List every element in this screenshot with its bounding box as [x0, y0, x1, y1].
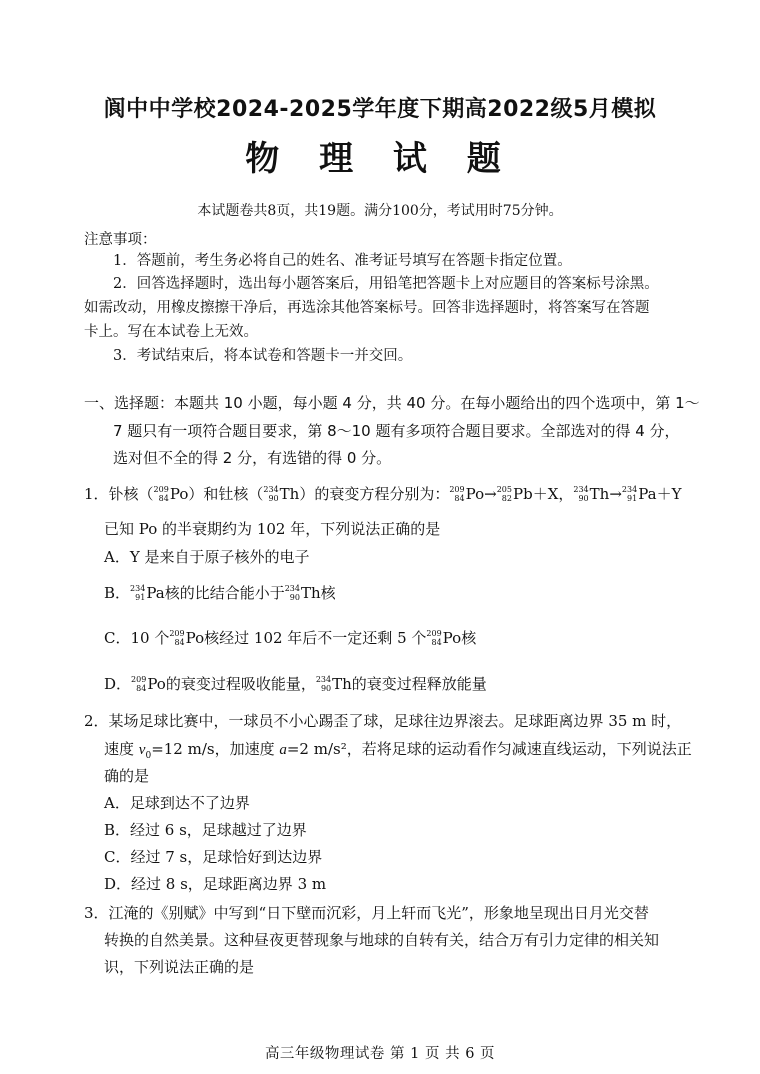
symbol: Th: [279, 485, 300, 503]
q1-stem-line-2: 已知 Po 的半衰期约为 102 年，下列说法正确的是: [104, 520, 441, 538]
nuclide-po: [449, 485, 484, 504]
nuclide-po: [426, 629, 461, 648]
option-label: D．: [104, 675, 132, 693]
symbol: Po: [147, 675, 166, 693]
q3-stem-line-3: 识，下列说法正确的是: [104, 958, 255, 976]
text: =12 m/s，加速度: [151, 740, 280, 758]
mass-number: 234: [621, 485, 638, 494]
symbol: Pb: [512, 485, 533, 503]
mass-number: 209: [131, 675, 147, 684]
section-1-line-3: 选对但不全的得 2 分，有选错的得 0 分。: [113, 449, 392, 467]
mass-number: 205: [496, 485, 512, 494]
mass-number: 209: [169, 629, 185, 638]
notice-item-1: 1．答题前，考生务必将自己的姓名、准考证号填写在答题卡指定位置。: [113, 253, 572, 269]
subscript: 0: [145, 751, 152, 761]
atomic-number: 90: [578, 494, 589, 503]
atomic-number: 91: [135, 593, 146, 602]
option-text: 核的比结合能小于: [164, 584, 285, 602]
arrow: →: [609, 485, 622, 503]
symbol: Pa: [146, 584, 165, 602]
text: 速度: [104, 740, 139, 758]
q1-option-d: [104, 673, 487, 694]
symbol: Th: [300, 584, 321, 602]
option-text: 核经过 102 年后不一定还剩 5 个: [204, 629, 427, 647]
atomic-number: 90: [268, 494, 279, 503]
symbol-a: a: [279, 742, 287, 758]
notice-item-3: 3．考试结束后，将本试卷和答题卡一并交回。: [113, 348, 413, 364]
notice-item-2-line-2: 如需改动，用橡皮擦擦干净后，再选涂其他答案标号。回答非选择题时，将答案写在答题: [84, 300, 650, 316]
symbol: Th: [332, 675, 352, 693]
nuclide-pa: [130, 584, 165, 603]
q1-option-c: [104, 627, 476, 648]
symbol: Po: [465, 485, 485, 503]
mass-number: 234: [263, 485, 279, 494]
nuclide-po: [169, 629, 204, 648]
atomic-number: 84: [431, 638, 442, 647]
symbol: Po: [442, 629, 462, 647]
notice-item-2-line-1: 2．回答选择题时，选出每小题答案后，用铅笔把答题卡上对应题目的答案标号涂黑。: [113, 276, 659, 292]
q1-prefix: 1．钋核（: [84, 485, 154, 503]
mass-number: 234: [130, 584, 146, 593]
atomic-number: 84: [158, 494, 169, 503]
q2-option-b: B．经过 6 s，足球越过了边界: [104, 821, 307, 839]
nuclide-th: [263, 485, 299, 504]
q1-mid2: ）的衰变方程分别为：: [299, 485, 450, 503]
option-text: 的衰变过程释放能量: [351, 675, 487, 693]
q2-stem-line-1: 2．某场足球比赛中，一球员不小心踢歪了球，足球往边界滚去。足球距离边界 35 m 时，: [84, 712, 682, 730]
q2-stem-line-2: [104, 738, 692, 761]
symbol: Pa: [638, 485, 657, 503]
q1-mid1: ）和钍核（: [188, 485, 264, 503]
text: =2 m/s²，若将足球的运动看作匀减速直线运动，下列说法正: [286, 740, 692, 758]
option-text: 核: [461, 629, 477, 647]
nuclide-po: [154, 485, 189, 504]
mass-number: 209: [153, 485, 169, 494]
section-1-line-1: 一、选择题：本题共 10 小题，每小题 4 分，共 40 分。在每小题给出的四个选项中，第 1～: [84, 394, 700, 412]
nuclide-pb: [497, 485, 533, 504]
plus-y: ＋Y: [656, 485, 682, 503]
mass-number: 209: [449, 485, 465, 494]
q2-stem-line-3: 确的是: [104, 767, 150, 785]
school-title: 阆中中学校2024-2025学年度下期高2022级5月模拟: [103, 97, 657, 122]
nuclide-th: [316, 675, 352, 694]
atomic-number: 91: [627, 494, 638, 503]
nuclide-th: [285, 584, 321, 603]
atomic-number: 90: [320, 684, 332, 693]
notice-heading: 注意事项：: [84, 232, 157, 248]
section-1-line-2: 7 题只有一项符合题目要求，第 8～10 题有多项符合题目要求。全部选对的得 4 分，: [113, 422, 680, 440]
exam-meta: 本试题卷共8页，共19题。满分100分，考试用时75分钟。: [197, 203, 563, 219]
option-label: C．10 个: [104, 629, 170, 647]
option-text: 的衰变过程吸收能量，: [165, 675, 316, 693]
atomic-number: 90: [289, 593, 300, 602]
q3-stem-line-2: 转换的自然美景。这种昼夜更替现象与地球的自转有关，结合万有引力定律的相关知: [104, 931, 660, 949]
arrow: →: [484, 485, 497, 503]
q1-stem-line-1: [84, 483, 681, 504]
q2-option-a: A．足球到达不了边界: [104, 794, 250, 812]
symbol: Po: [185, 629, 205, 647]
mass-number: 234: [284, 584, 300, 593]
atomic-number: 84: [136, 684, 147, 693]
mass-number: 234: [315, 675, 332, 684]
symbol-v: v: [138, 742, 146, 758]
mass-number: 209: [426, 629, 442, 638]
atomic-number: 84: [454, 494, 465, 503]
atomic-number: 82: [501, 494, 512, 503]
q2-option-d: D．经过 8 s，足球距离边界 3 m: [104, 875, 327, 893]
symbol: Po: [169, 485, 189, 503]
q3-stem-line-1: 3．江淹的《别赋》中写到“日下壁而沉彩，月上轩而飞光”，形象地呈现出日月光交替: [84, 904, 649, 922]
nuclide-pa: [622, 485, 657, 504]
option-text: 核: [320, 584, 336, 602]
notice-item-2-line-3: 卡上。写在本试卷上无效。: [84, 324, 258, 340]
subject-title: 物 理 试 题: [245, 139, 515, 179]
nuclide-po: [131, 675, 166, 694]
q1-option-b: [104, 582, 336, 603]
mass-number: 234: [573, 485, 589, 494]
option-label: B．: [104, 584, 131, 602]
plus-x: ＋X，: [532, 485, 574, 503]
symbol: Th: [589, 485, 610, 503]
page-footer: 高三年级物理试卷 第 1 页 共 6 页: [264, 1046, 496, 1062]
atomic-number: 84: [174, 638, 185, 647]
q2-option-c: C．经过 7 s，足球恰好到达边界: [104, 848, 323, 866]
q1-option-a: A．Y 是来自于原子核外的电子: [104, 548, 310, 566]
nuclide-th: [573, 485, 609, 504]
